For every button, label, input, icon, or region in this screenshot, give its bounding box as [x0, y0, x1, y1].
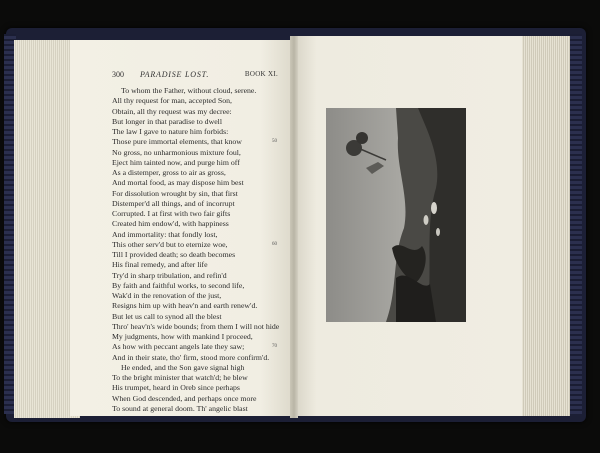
poem-line: To whom the Father, without cloud, serene.	[121, 86, 257, 95]
poem-line: The law I gave to nature him forbids:	[112, 127, 229, 136]
book-label: BOOK XI.	[244, 70, 278, 78]
cover-edge-right	[568, 34, 582, 414]
poem-line: As how with peccant angels late they saw;	[112, 342, 245, 352]
running-header	[112, 70, 278, 82]
poem-line: Try'd in sharp tribulation, and refin'd	[112, 270, 227, 280]
poem-line: Distemper'd all things, and of incorrupt	[112, 198, 235, 208]
poem-line: For dissolution wrought by sin, that first	[112, 188, 238, 198]
poem-line: Created him endow'd, with happiness	[112, 219, 229, 229]
margin-line-number: 70	[272, 344, 277, 350]
poem-line: By faith and faithful works, to second life,	[112, 280, 245, 290]
illustration-plate	[326, 108, 466, 322]
page-number: 300	[112, 70, 124, 79]
poem-line: And in their state, tho' firm, stood more confirm'd.	[112, 352, 270, 362]
poem-line: My judgments, how with mankind I proceed,	[112, 332, 253, 341]
page-stack-right	[516, 36, 570, 416]
poem-line: As a distemper, gross to air as gross,	[112, 168, 226, 177]
poem-line: Eject him tainted now, and purge him off	[112, 157, 240, 167]
poem-line: He ended, and the Son gave signal high	[121, 362, 245, 372]
poem-line: Till I provided death; so death becomes	[112, 250, 236, 259]
poem-line: And mortal food, as may dispose him best	[112, 178, 244, 188]
poem-line: No gross, no unharmonious mixture foul,	[112, 147, 241, 157]
poem-line: And immortality: that fondly lost,	[112, 229, 218, 239]
poem-line: Obtain, all thy request was my decree:	[112, 106, 232, 116]
poem-line: Corrupted. I at first with two fair gifts	[112, 209, 231, 218]
margin-line-number: 50	[272, 139, 277, 145]
poem-text	[112, 86, 292, 414]
poem-line: All thy request for man, accepted Son,	[112, 96, 232, 106]
landscape-engraving-image	[326, 108, 466, 322]
poem-line: Those pure immortal elements, that know	[112, 137, 242, 147]
poem-line: This other serv'd but to eternize woe,	[112, 239, 228, 249]
poem-line: Thro' heav'n's wide bounds; from them I will not hide	[112, 321, 280, 331]
running-title: PARADISE LOST.	[140, 70, 210, 79]
poem-line: Resigns him up with heav'n and earth renew'd.	[112, 301, 258, 311]
margin-line-number: 60	[272, 241, 277, 247]
poem-line: To sound at general doom. Th' angelic blast	[112, 403, 248, 413]
poem-line: His trumpet, heard in Oreb since perhaps	[112, 383, 240, 393]
poem-line: His final remedy, and after life	[112, 260, 208, 270]
poem-line: To the bright minister that watch'd; he blew	[112, 373, 248, 382]
poem-line: When God descended, and perhaps once more	[112, 393, 257, 403]
poem-line: But longer in that paradise to dwell	[112, 116, 222, 126]
poem-line: Wak'd in the renovation of the just,	[112, 291, 222, 300]
poem-line: But let us call to synod all the blest	[112, 311, 222, 321]
